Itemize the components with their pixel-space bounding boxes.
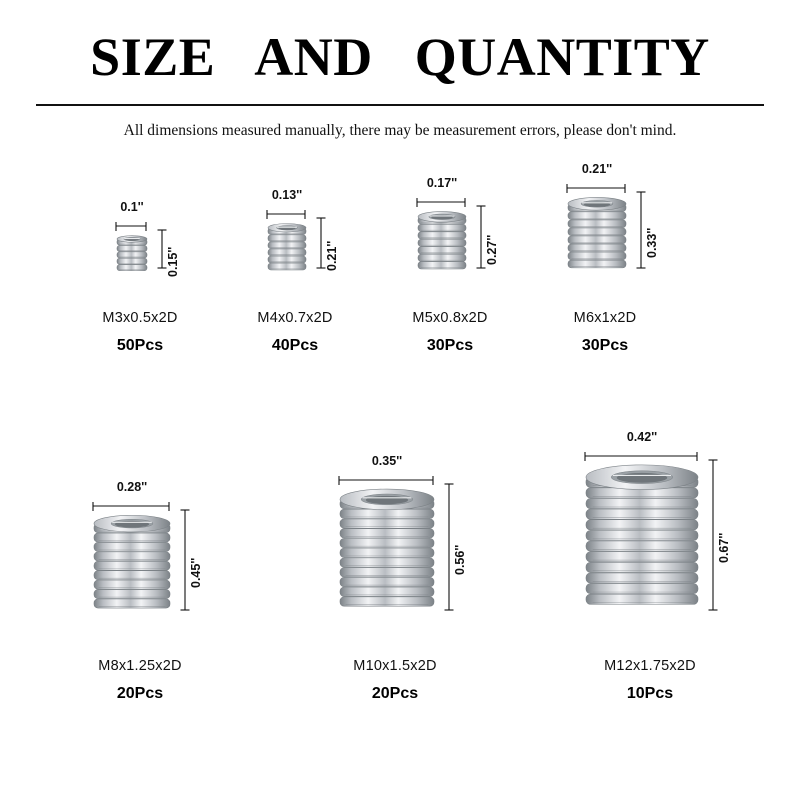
product-spec-label: M10x1.5x2D xyxy=(353,658,437,674)
insert-illustration xyxy=(94,480,203,616)
coil-insert-graphic xyxy=(268,224,306,278)
height-dimension-label: 0.15'' xyxy=(166,246,180,277)
insert-illustration xyxy=(418,176,499,274)
height-dimension-label: 0.27'' xyxy=(485,234,499,265)
width-dimension-label: 0.42'' xyxy=(626,430,658,444)
product-spec-label: M12x1.75x2D xyxy=(604,658,696,674)
product-quantity-label: 20Pcs xyxy=(116,685,164,702)
title-divider xyxy=(36,104,764,106)
product-spec-label: M3x0.5x2D xyxy=(102,310,178,326)
width-dimension-label: 0.13'' xyxy=(271,188,303,202)
insert-illustration xyxy=(268,188,339,274)
product-quantity-label: 40Pcs xyxy=(271,337,319,354)
coil-insert-graphic xyxy=(117,236,147,278)
width-dimension-label: 0.28'' xyxy=(116,480,148,494)
product-labels xyxy=(60,310,220,355)
coil-insert-graphic xyxy=(586,466,698,620)
product-labels xyxy=(370,310,530,355)
height-dimension-label: 0.45'' xyxy=(189,557,203,588)
coil-insert-graphic xyxy=(418,212,466,278)
insert-illustration xyxy=(340,454,467,616)
coil-insert-graphic xyxy=(94,516,170,620)
height-dimension-label: 0.21'' xyxy=(325,240,339,271)
width-dimension-label: 0.21'' xyxy=(581,162,613,176)
product-spec-label: M8x1.25x2D xyxy=(98,658,182,674)
width-dimension-label: 0.35'' xyxy=(371,454,403,468)
product-quantity-label: 50Pcs xyxy=(116,337,164,354)
insert-illustration xyxy=(586,430,731,616)
page-subtitle: All dimensions measured manually, there may be measurement errors, please don't mind. xyxy=(123,122,677,139)
insert-illustration xyxy=(117,200,180,277)
page-title: SIZE AND QUANTITY xyxy=(90,27,710,87)
product-labels xyxy=(535,658,765,703)
product-spec-label: M6x1x2D xyxy=(573,310,637,326)
product-quantity-label: 30Pcs xyxy=(426,337,474,354)
height-dimension-label: 0.56'' xyxy=(453,544,467,575)
insert-illustration xyxy=(568,162,659,274)
coil-insert-graphic xyxy=(568,198,626,278)
product-quantity-label: 20Pcs xyxy=(371,685,419,702)
product-labels xyxy=(525,310,685,355)
product-labels xyxy=(280,658,510,703)
product-spec-label: M5x0.8x2D xyxy=(412,310,488,326)
product-spec-label: M4x0.7x2D xyxy=(257,310,333,326)
height-dimension-label: 0.33'' xyxy=(645,227,659,258)
product-labels xyxy=(215,310,375,355)
product-quantity-label: 30Pcs xyxy=(581,337,629,354)
product-labels xyxy=(25,658,255,703)
product-row-bottom xyxy=(0,430,800,730)
height-dimension-label: 0.67'' xyxy=(717,532,731,563)
width-dimension-label: 0.1'' xyxy=(120,200,144,214)
width-dimension-label: 0.17'' xyxy=(426,176,458,190)
coil-insert-graphic xyxy=(340,490,434,620)
product-row-top xyxy=(0,162,800,370)
product-quantity-label: 10Pcs xyxy=(626,685,674,702)
